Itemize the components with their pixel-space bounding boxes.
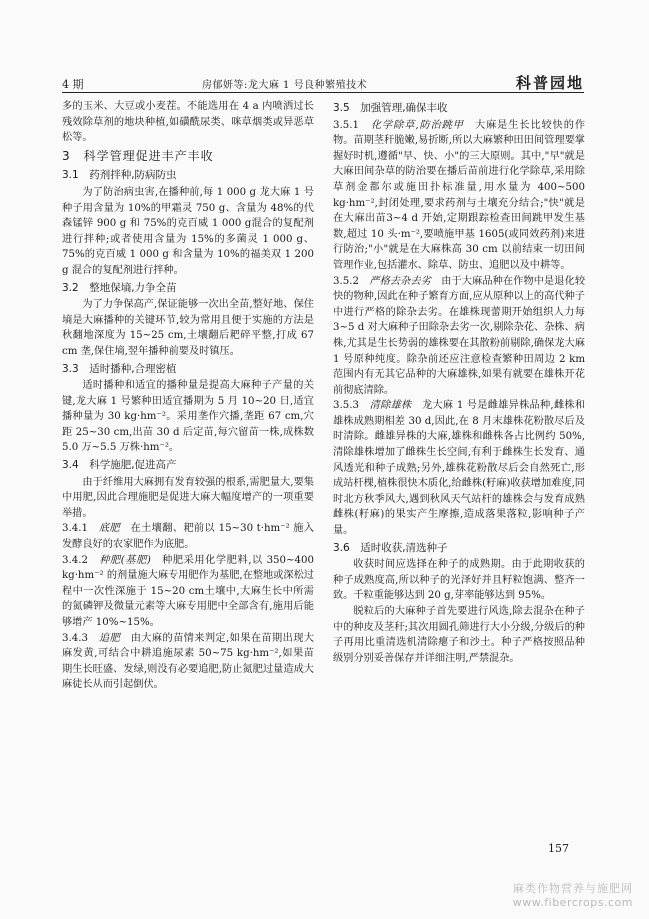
inline-subheading: 底肥	[98, 523, 120, 535]
subsection-number: 3.5.3	[333, 400, 359, 412]
subsection-heading: 3.5 加强管理,确保丰收	[333, 102, 448, 114]
subsection-heading: 3.1 药剂拌种,防病防虫	[62, 169, 177, 182]
paragraph: 多的玉米、大豆或小麦茬。不能选用在 4 a 内喷洒过长残效除草剂的地块种植,如磺酰尿类、咪草烟类或异恶草松等。	[62, 101, 314, 144]
inline-subheading: 严格去杂去劣	[369, 275, 431, 287]
subsection-number: 3.4.1	[62, 523, 88, 535]
subsection-heading: 3.6 适时收获,清选种子	[333, 541, 448, 554]
subsection-heading: 3.2 整地保墒,力争全苗	[62, 281, 177, 294]
section-heading: 3 科学管理促进丰产丰收	[62, 148, 214, 163]
page-number: 157	[548, 842, 569, 855]
paragraph-text: 由于大麻品种在作物中是退化较快的物种,因此在种子繁育方面,应从原种以上的高代种子中进行严格的除杂去劣。在雄株现蕾期开始组织人力每 3~5 d 对大麻种子田除杂去劣一次,剔除杂花、杂株、病株,尤其是生长势弱的雄株要在其散粉前剔除,确保龙大麻 1 号原种纯度。除杂前还应注意检查繁种田周边 2 km范围内有无其它品种的大麻雄株,如果有就要在雄株开花前彻底清除。	[333, 275, 586, 396]
subsection-heading: 3.3 适时播种,合理密植	[62, 362, 177, 375]
paragraph-text: 龙大麻 1 号是雌雄异株品种,雌株和雄株成熟期相差 30 d,因此,在 8 月末雄株花粉散尽后及时清除。雌雄异株的大麻,雄株和雌株各占比例约 50%,清除雄株增加了雌株生长空间,有利于雌株生长发育、通风透光和种子成熟;另外,雄株花粉散尽后会自然死亡,形成站杆棵,植株很快木质化,给雌株(籽麻)收获增加难度,同时北方秋季风大,遇到秋风天气站杆的雄株会与发育成熟雌株(籽麻)的果实产生摩擦,造成落果落粒,影响种子产量。	[333, 400, 586, 537]
subsection-number: 3.4.2	[62, 554, 88, 566]
inline-subheading: 追肥	[98, 632, 121, 644]
watermark-site-name: 麻类作物营养与施肥网	[513, 882, 633, 895]
header-rule	[62, 92, 584, 93]
paragraph-with-inline-heading	[62, 521, 314, 552]
paragraph: 为了力争保高产,保证能够一次出全苗,整好地、保住墒是大麻播种的关键环节,较为常用且便于实施的方法是秋翻地深度为 15~25 cm,土壤翻后耙碎平整,打成 67 cm 垄,保住墒,翌年播种前要及时镇压。	[62, 299, 314, 357]
left-column	[62, 99, 314, 693]
running-title: 房郁妍等:龙大麻 1 号良种繁殖技术	[202, 80, 368, 91]
paragraph-with-inline-heading	[333, 118, 585, 274]
watermark	[513, 880, 633, 909]
running-header	[62, 74, 584, 94]
paragraph: 由于纤维用大麻拥有发育较强的根系,需肥量大,要集中用肥,因此合理施肥是促进大麻大幅度增产的一项重要举措。	[62, 476, 314, 519]
paragraph: 为了防治病虫害,在播种前,每 1 000 g 龙大麻 1 号种子用含量为 10%的甲霜灵 750 g、含量为 48%的代森锰锌 900 g 和 75%的克百威 1 000 g混合的复配剂进行拌种;或者使用含量为 15%的多菌灵 1 000 g、75%的克百威 1 000 g 和含量为 10%的福美双 1 200 g 混合的复配剂进行拌种。	[62, 186, 314, 276]
paragraph-text: 在土壤翻、耙前以 15~30 t·hm⁻² 施入发酵良好的农家肥作为底肥。	[62, 523, 315, 551]
paragraph-with-inline-heading	[62, 631, 314, 693]
subsection-number: 3.5.1	[333, 119, 359, 131]
subsection-heading: 3.4 科学施肥,促进高产	[62, 459, 177, 472]
paragraph-text: 大麻是生长比较快的作物。苗期茎秆脆嫩,易折断,所以大麻繁种田田间管理要掌握好时机,遵循"早、快、小"的三大原则。其中,"早"就是大麻田间杂草的防治要在播后苗前进行化学除草,采用除草剂金都尔或施田扑标准量,用水量为 400~500 kg·hm⁻²,封闭处理,要求药剂与土壤充分结合;"快"就是在大麻出苗3~4 d 开始,定期跟踪检查田间跳甲发生基数,超过 10 头·m⁻²,要喷施甲基 1605(或同效药剂)来进行防治;"小"就是在大麻株高 30 cm 以前结束一切田间管理作业,包括灌水、除草、防虫、追肥以及中耕等。	[333, 119, 586, 271]
right-column	[333, 99, 585, 666]
paragraph: 脱粒后的大麻种子首先要进行风选,除去混杂在种子中的种皮及茎秆;其次用圆孔筛进行大小分级,分级后的种子再用比重清选机清除瘪子和沙土。种子严格按照品种级别分别妥善保存并详细注明,严禁混杂。	[333, 606, 585, 664]
paragraph: 适时播种和适宜的播种量是提高大麻种子产量的关键,龙大麻 1 号繁种田适宜播期为 5 月 10~20 日,适宜播种量为 30 kg·hm⁻²。采用垄作穴播,垄距 67 cm,穴距 25~30 cm,出苗 30 d 后定苗,每穴留苗一株,成株数 5.0 万~5.5 万株·hm⁻²。	[62, 380, 314, 454]
paragraph-with-inline-heading	[333, 274, 585, 399]
paragraph: 收获时间应选择在种子的成熟期。由于此期收获的种子成熟度高,所以种子的光泽好并且籽粒饱满、整齐一致。千粒重能够达到 20 g,芽率能够达到 95%。	[333, 559, 585, 602]
paragraph-text: 由大麻的苗情来判定,如果在苗期出现大麻发黄,可结合中耕追施尿素 50~75 kg·hm⁻²,如果苗期生长旺盛、发绿,则没有必要追肥,防止氮肥过量造成大麻徒长从而引起倒伏。	[62, 632, 314, 691]
watermark-url: www.fibercrops.com	[512, 896, 633, 909]
paragraph-with-inline-heading	[333, 398, 585, 538]
inline-subheading: 种肥(基肥)	[99, 554, 151, 566]
subsection-number: 3.5.2	[333, 275, 359, 287]
inline-subheading: 化学除草,防治跳甲	[370, 119, 464, 131]
inline-subheading: 清除雄株	[369, 400, 412, 412]
paragraph-text: 种肥采用化学肥料,以 350~400 kg·hm⁻² 的剂量施大麻专用肥作为基肥,在整地或深松过程中一次性深施于 15~20 cm土壤中,大麻生长中所需的氮磷钾及微量元素等大麻专用肥中全部含有,施用后能够增产 10%~15%。	[62, 554, 315, 628]
column-name: 科普园地	[515, 74, 584, 92]
paragraph-with-inline-heading	[62, 553, 314, 631]
subsection-number: 3.4.3	[62, 632, 88, 644]
issue-number: 4 期	[62, 78, 84, 91]
